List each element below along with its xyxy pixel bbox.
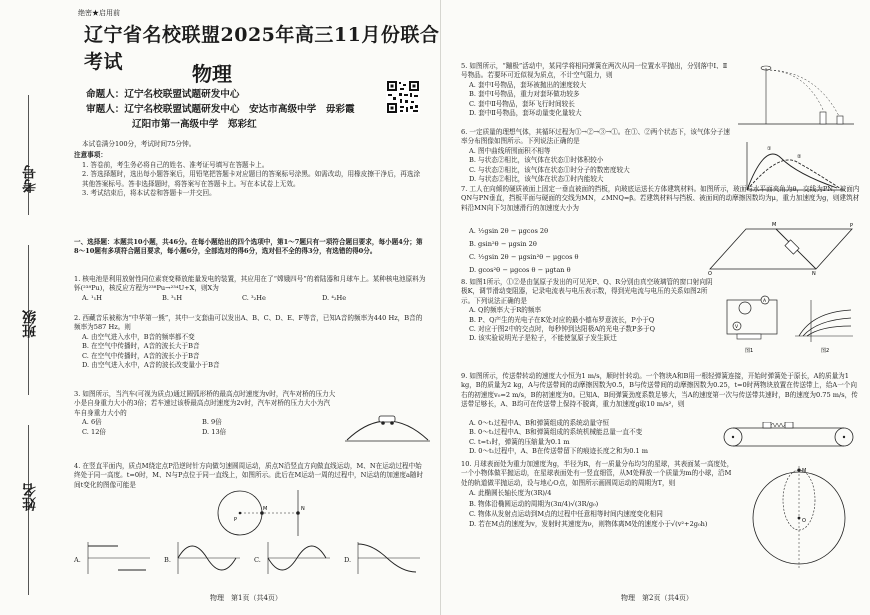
exam-title: 辽宁省名校联盟2025年高三11月份联合考试 — [84, 24, 440, 73]
option: C. 套中Ⅱ号物品，套环飞行时间较长 — [469, 99, 575, 108]
svg-text:V: V — [735, 325, 739, 330]
question-stem: 5. 如图所示，“蹦极”活动中，某同学将相同弹簧在两次从同一位置水平抛出，分别落中Ⅰ、Ⅱ号物品。若要环可近似视为质点，不计空气阻力，则 — [461, 62, 728, 80]
option: C. ³₂He — [242, 293, 266, 302]
author-line: 审题人：辽宁名校联盟试题研发中心 安达市高级中学 毋彩霞 — [86, 104, 355, 115]
svg-text:M: M — [772, 222, 777, 228]
option: B. 0～t₁过程中A、B和弹簧组成的系统机械能总量一直不变 — [469, 428, 643, 437]
option: D. 若在M点的速度为v，发射时其速度为ν，则物体离M处的速度小于√(v²+2g₀h) — [469, 519, 708, 528]
option-c-graph — [264, 540, 334, 576]
question-stem: 6. 一定质量的理想气体，其循环过程为①→②→③→①。在①、②两个状态下，该气体分子速率分布图像如图所示。下列说法正确的是 — [461, 128, 730, 146]
option: B. — [164, 556, 171, 564]
question-9 — [461, 372, 861, 410]
option: D. gcos²θ − μgcos θ − μgtan θ — [469, 266, 571, 274]
question-7 — [461, 185, 861, 213]
qr-code-icon — [386, 80, 420, 114]
page-1-footer: 物理 第1页（共4页） — [210, 594, 282, 602]
svg-text:A: A — [763, 299, 767, 304]
options-row — [74, 294, 426, 303]
svg-text:M: M — [263, 506, 268, 512]
option: C. 物体从发射点运动到M点的过程中任意相等时间内速度变化相同 — [469, 510, 663, 519]
class-label: 班级 — [22, 310, 38, 338]
svg-text:P: P — [850, 223, 854, 229]
options-grid — [74, 418, 336, 437]
note-item: 1. 答卷前，考生务必将自己的姓名、准考证号填写在答题卡上。 — [82, 160, 269, 169]
option-b-graph — [174, 540, 244, 576]
subject-title: 物理 — [192, 62, 232, 86]
option: D. 该实验说明光子是粒子，不能使氢原子发生跃迁 — [469, 334, 617, 343]
page-2 — [440, 0, 870, 615]
svg-text:O: O — [802, 518, 806, 524]
author-line: 命题人：辽宁名校联盟试题研发中心 — [86, 89, 240, 100]
question-stem: 4. 在竖直平面内，质点M绕定点P沿逆时针方向做匀速圆周运动，质点N沿竖直方向做直线运动，M、N在运动过程中始终处于同一高度。t=0时，M、N与P点位于同一直线上，如图所示。此后在M运动一周的过程中，N运动的加速度a随时间t变化的图像可能是 — [74, 462, 424, 489]
question-stem: 3. 如图所示，当汽车(可视为质点)通过圆弧形桥的最高点时速度为v时，汽车对桥的压力大小是自身重力大小的3倍；若车速过该桥最高点时速度为2v时，汽车对桥的压力大小为汽车自身重力大小的 — [74, 390, 336, 417]
exam-number-label: 考号 — [22, 165, 38, 193]
question-5 — [461, 62, 731, 118]
option: D. 套中Ⅱ号物品，套环动量变化量较大 — [469, 109, 582, 118]
question-stem: 7. 工人在向倾的硬质被面上固定一垂直被面的挡板，向玻底运送长方体建筑材料。如图所示，玻面与水平面夹角为θ，交线为PN，被面内QN与PN垂直，挡板平面与硬面的交线为MN，∠MNQ=β。若建筑材料与挡板、被面间的动摩擦因数均为μ，重力加速度为g，则建筑材料沿MN向下匀加速滑行的加速度大小为 — [461, 185, 860, 212]
option: B. ³₁H — [162, 293, 183, 302]
section-1-header: 一、选择题：本题共10小题，共46分。在每小题给出的四个选项中，第1～7题只有一项符合题目要求，每小题4分；第8～10题有多项符合题目要求，每小题6分，全部选对的得6分，选对但不全的得3分，有选错的得0分。 — [74, 238, 423, 256]
author-line: 辽阳市第一高级中学 郑彩红 — [132, 119, 257, 130]
option-d-graph — [354, 540, 424, 576]
question-stem: 2. 西藏音乐被称为“中华第一熊”，其中一支套曲可以发出A、B、C、D、E、F等音，已知A音的频率为440 Hz，B音的频率为587 Hz。则 — [74, 314, 423, 332]
svg-text:图1: 图1 — [745, 348, 754, 354]
inclined-plane-diagram — [706, 215, 856, 275]
question-3 — [74, 390, 336, 437]
option: D. 0～t₁过程中，A、B在传送带留下的痕迹长度之和为0.1 m — [469, 447, 649, 456]
question-10 — [461, 460, 736, 529]
option: D. ⁴₂He — [322, 293, 347, 302]
question-8 — [461, 278, 716, 344]
option: C. 在空气中传播时，A音的波长小于B音 — [82, 351, 200, 360]
option: A. ¹₁H — [82, 293, 102, 302]
option: B. 物体沿椭圆运动的周期为(3π/4)√(3R/g₀) — [469, 500, 599, 509]
option: A. 由空气进入水中，B音的频率都不变 — [82, 332, 195, 341]
page-2-footer: 物理 第2页（共4页） — [621, 594, 693, 602]
conveyor-belt-diagram — [721, 422, 856, 448]
option: A. 6倍 — [82, 418, 102, 427]
svg-text:②: ② — [797, 154, 802, 160]
ring-toss-diagram — [736, 62, 856, 132]
option: B. gsin²θ − μgsin 2θ — [469, 240, 537, 248]
svg-text:①: ① — [767, 146, 772, 152]
option: A. 0～t₁过程中A、B和弹簧组成的系统动量守恒 — [469, 419, 610, 427]
option: D. 13倍 — [202, 427, 227, 436]
note-item: 3. 考试结束后，将本试卷和答题卡一并交回。 — [82, 189, 216, 198]
question-stem: 9. 如图所示，传送带转动的速度大小恒为1 m/s，顺时针转动。一个物块A和B用一根轻弹簧连接，开始时弹簧处于原长，A的质量为1 kg，B的质量为2 kg，A与传送带间的动摩擦因数为0.5，B与传送带间的动摩擦因数为0.25，t=0时两物块放置在传送带上，给A一个向右的初速度v₀=2 m/s，B的初速度为0。已知A、B间弹簧劲度系数足够大，当A的速度第一次与传送带共速时，B的速度为0.75 m/s，传送带足够长，A、B均可在传送带上保持不脱离，重力加速度g取10 m/s²，则 — [461, 372, 858, 409]
exam-number-line — [28, 95, 29, 215]
svg-text:P: P — [234, 517, 238, 523]
svg-text:M: M — [802, 468, 807, 474]
author-block — [86, 87, 355, 132]
name-label: 姓名 — [22, 483, 38, 511]
option: B. 在空气中传播时，A音的波长大于B音 — [82, 342, 200, 351]
q9-options — [469, 419, 719, 457]
bridge-car-diagram — [345, 408, 430, 443]
option: D. 与状态②相比，该气体在状态①时内能较大 — [469, 175, 604, 184]
option: C. ½gsin 2θ − μgsin²θ − μgcos θ — [469, 253, 579, 261]
svg-text:N: N — [812, 271, 816, 275]
option: A. 图中曲线所围面积不相等 — [469, 146, 551, 155]
option: A. 此椭圆长轴长度为(3R)/4 — [469, 489, 552, 498]
circular-motion-diagram — [200, 488, 310, 538]
option: D. 由空气进入水中，A音的波长改变量小于B音 — [82, 361, 220, 370]
svg-text:Q: Q — [708, 271, 712, 275]
svg-text:N: N — [301, 506, 305, 512]
note-item: 2. 答选择题时，选出每小题答案后，用铅笔把答题卡对应题目的答案标号涂黑。如需改动，用橡皮擦干净后，再选涂其他答案标号。答非选择题时，将答案写在答题卡上。写在本试卷上无效。 — [82, 170, 421, 188]
option: A. 套中Ⅰ号物品，套环被抛出的速度较大 — [469, 80, 587, 89]
photoelectric-circuit-diagram — [723, 290, 858, 360]
intro-text: 本试卷满分100分，考试时间75分钟。 — [82, 140, 196, 148]
option: C. 与状态②相比，该气体在状态①时分子的数密度较大 — [469, 165, 630, 174]
question-2 — [74, 314, 426, 370]
option: A. ½gsin 2θ − μgcos 2θ — [469, 227, 549, 235]
option: C. — [254, 556, 261, 564]
question-stem: 8. 如图1所示，①②是由氢原子发出的可见光P、Q、R分别由真空玻璃管的窗口射向阴极K，调节滑动变阻器，记录电流表与电压表示数，得到光电流与电压的关系如图2所示。下列说法正确的是 — [461, 278, 713, 305]
option: B. 与状态②相比，该气体在状态①时体积较小 — [469, 156, 604, 165]
instructions — [74, 140, 424, 198]
option-a-graph — [84, 540, 154, 576]
q4-options — [74, 540, 426, 580]
question-6 — [461, 128, 731, 184]
question-stem: 1. 核电池是利用放射性同位素衰变释放能量发电的装置，其应用在了“嫦娥四号”的着陆器和月球车上。某种核电池原料为钚(²³⁸Pu)，核反应方程为²³⁸Pu→²³⁴U+X，则X为 — [74, 275, 426, 293]
q7-options — [469, 225, 699, 277]
option: B. 套中Ⅰ号物品，重力对套环做功较多 — [469, 90, 580, 99]
option: C. 对应于图2中的交点时，每秒钟到达阳极A的光电子数P多于Q — [469, 325, 656, 334]
question-4 — [74, 462, 426, 490]
option: A. Q的频率大于R的频率 — [469, 306, 542, 315]
question-1 — [74, 275, 426, 303]
candidate-info-strip — [6, 95, 52, 595]
option: B. P、Q产生的光电子在K处对应的最小德布罗意波长，P小于Q — [469, 315, 655, 324]
option: D. — [344, 556, 352, 564]
question-stem: 10. 月球表面处为重力加速度为g，半径为R，有一质量分布均匀的星球，其表面某一高度处，一个小物体做平抛运动，在星球表面处有一竖直细管，从M处释放一个质量为m的小球，沿M处的轨道做平抛运动，设与地心O点，如图所示画圆周运动的周期为T，则 — [461, 460, 734, 487]
option: C. t=t₁时，弹簧的压缩量为0.1 m — [469, 437, 570, 446]
option: C. 12倍 — [82, 427, 106, 436]
option: A. — [74, 556, 81, 564]
planet-orbit-diagram — [741, 462, 856, 572]
option: B. 9倍 — [202, 418, 222, 427]
confidential-mark: 绝密★启用前 — [78, 9, 120, 17]
notes-title: 注意事项： — [74, 151, 107, 160]
svg-text:图2: 图2 — [821, 348, 830, 354]
